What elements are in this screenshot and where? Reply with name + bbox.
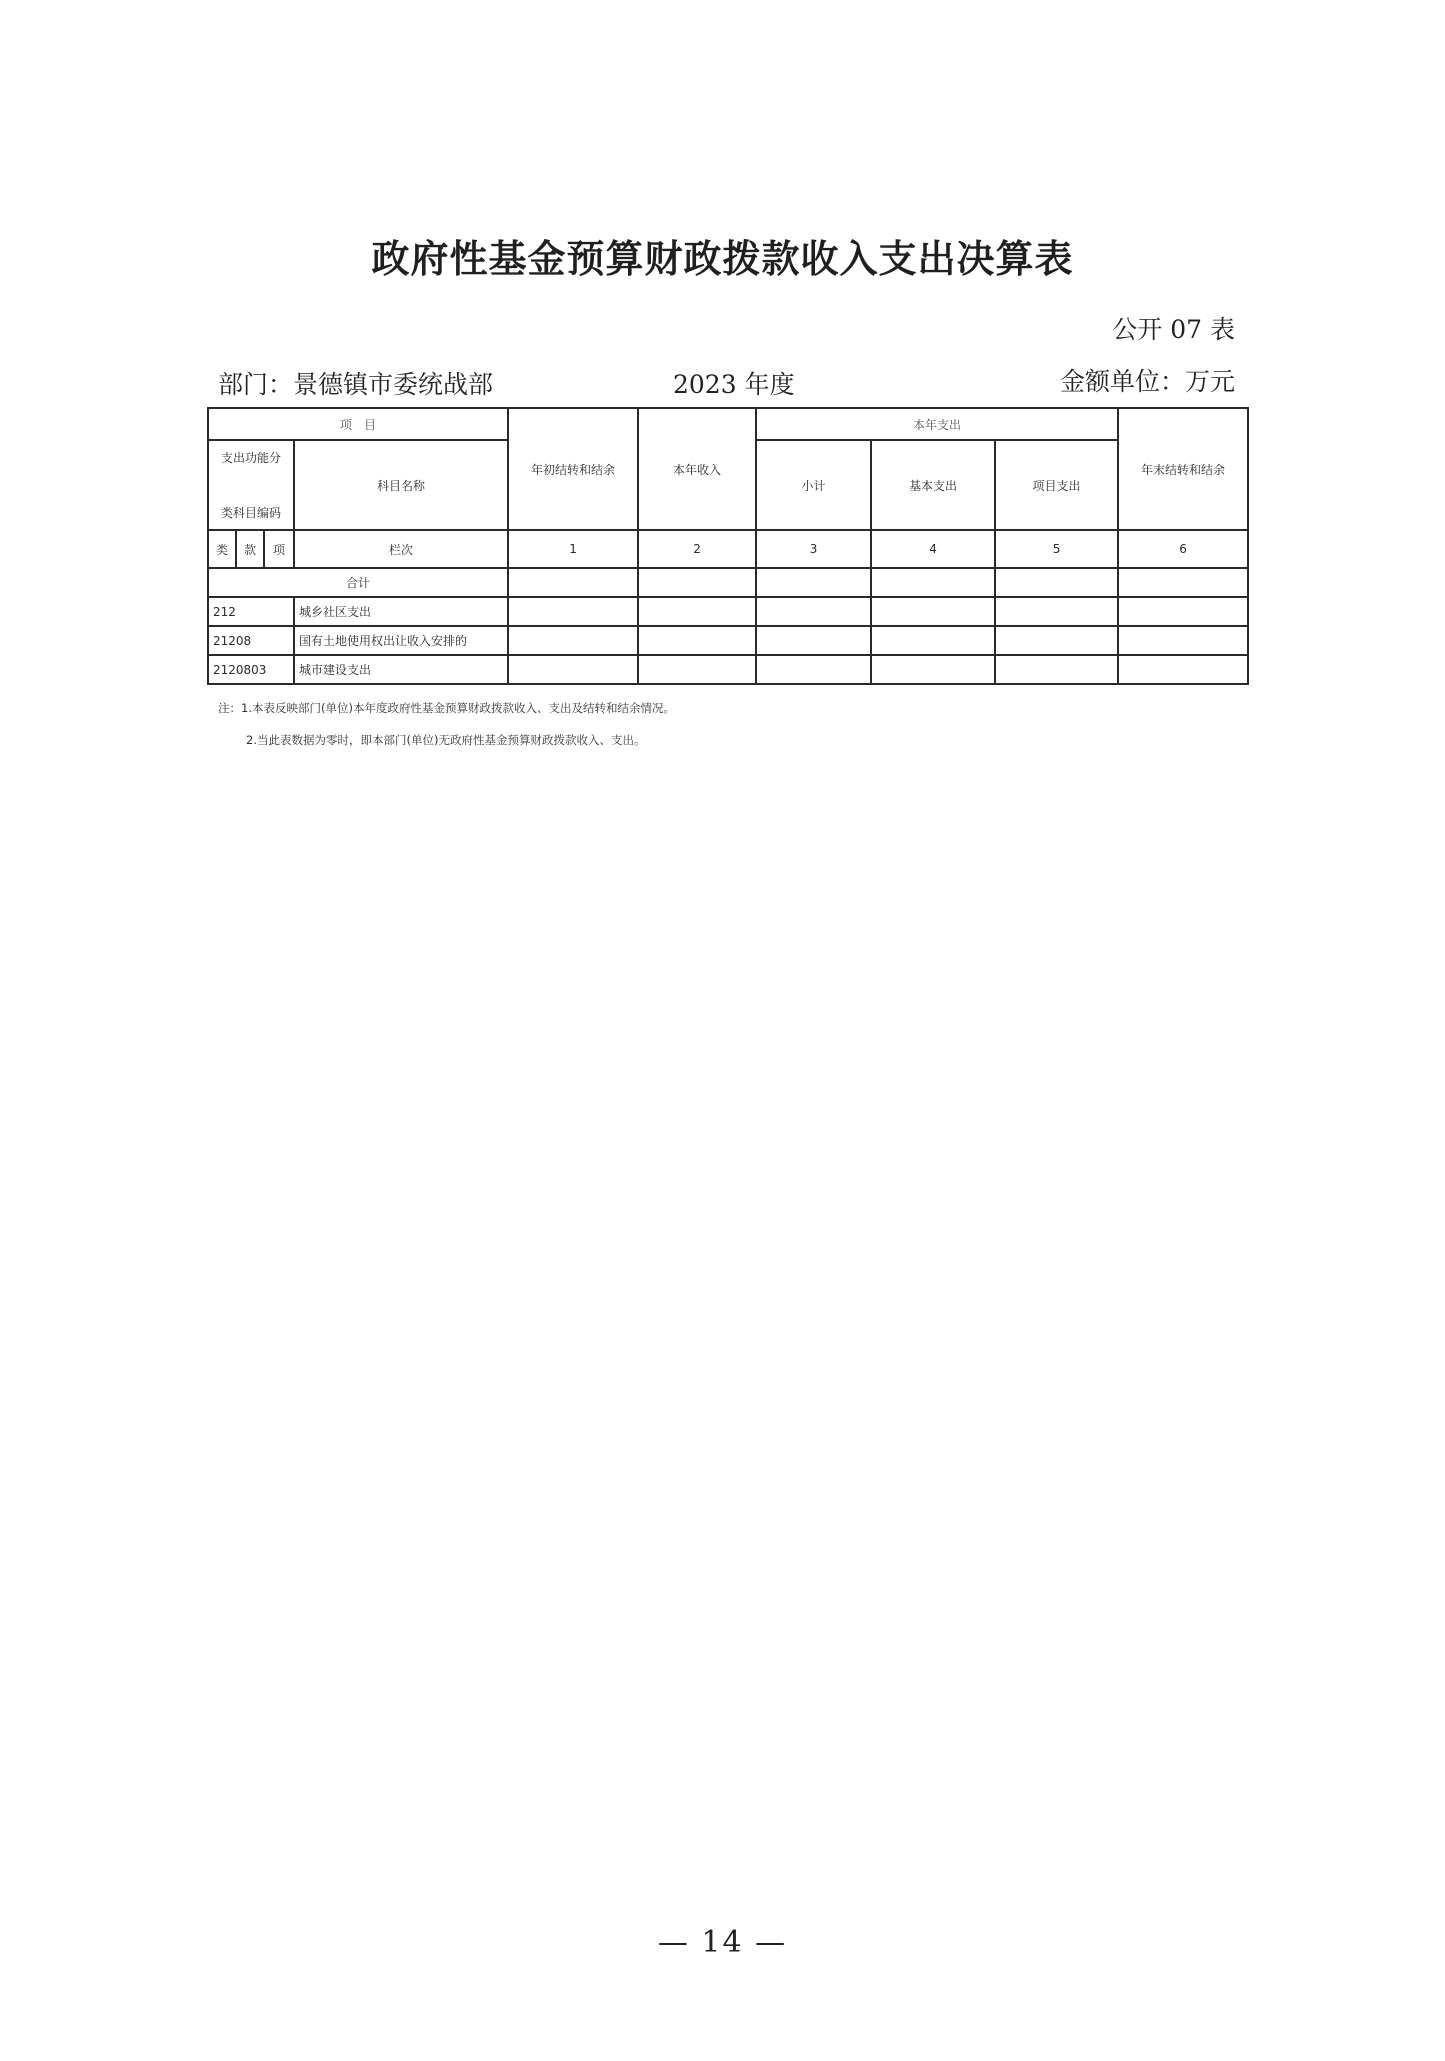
header-basic-expense: 基本支出 [871,440,995,530]
budget-table [207,407,1249,685]
department-label: 部门：景德镇市委统战部 [218,370,494,399]
table-cell [756,597,871,626]
table-cell [995,597,1118,626]
table-cell [756,626,871,655]
table-cell [871,597,995,626]
table-row [208,655,1248,684]
row-name: 城市建设支出 [294,655,508,684]
table-row [208,597,1248,626]
column-number: 2 [638,530,756,568]
table-cell [871,568,995,597]
header-expense-group: 本年支出 [756,408,1118,440]
column-number: 1 [508,530,638,568]
header-xiang: 项 [264,530,294,568]
table-cell [1118,568,1248,597]
table-cell [638,655,756,684]
budget-table-container [207,407,1247,684]
table-cell [508,597,638,626]
row-name: 城乡社区支出 [294,597,508,626]
table-cell [756,568,871,597]
header-project: 项 目 [208,408,508,440]
page-title: 政府性基金预算财政拨款收入支出决算表 [371,237,1074,281]
table-cell [995,655,1118,684]
table-cell [871,626,995,655]
header-func-class: 支出功能分 [220,451,281,465]
column-number: 3 [756,530,871,568]
note-1: 注：1.本表反映部门(单位)本年度政府性基金预算财政拨款收入、支出及结转和结余情况。 [218,701,675,715]
table-cell [638,597,756,626]
amount-unit: 金额单位：万元 [1059,367,1235,396]
table-cell [995,568,1118,597]
table-row [208,626,1248,655]
total-label: 合计 [208,568,508,597]
header-closing-balance: 年末结转和结余 [1118,408,1248,530]
table-cell [508,568,638,597]
note-2: 2.当此表数据为零时，即本部门(单位)无政府性基金预算财政拨款收入、支出。 [246,733,646,747]
table-cell [638,568,756,597]
table-cell [871,655,995,684]
table-row-total [208,568,1248,597]
column-number: 6 [1118,530,1248,568]
fiscal-year: 2023 年度 [673,370,795,399]
table-cell [508,626,638,655]
table-cell [508,655,638,684]
header-project-expense: 项目支出 [995,440,1118,530]
table-cell [1118,626,1248,655]
header-class-code: 类科目编码 [220,506,281,520]
table-cell [638,626,756,655]
header-opening-balance: 年初结转和结余 [508,408,638,530]
header-lei: 类 [208,530,236,568]
row-name: 国有土地使用权出让收入安排的 [294,626,508,655]
header-current-income: 本年收入 [638,408,756,530]
table-notes [218,700,675,764]
table-cell [756,655,871,684]
column-number: 5 [995,530,1118,568]
header-function-class-code [208,440,294,530]
row-code: 21208 [208,626,294,655]
row-code: 212 [208,597,294,626]
header-kuan: 款 [236,530,264,568]
row-code: 2120803 [208,655,294,684]
header-subtotal: 小计 [756,440,871,530]
header-subject-name: 科目名称 [294,440,508,530]
column-index-label: 栏次 [294,530,508,568]
table-cell [1118,655,1248,684]
page-number: — 14 — [657,1925,788,1960]
table-cell [995,626,1118,655]
table-number: 公开 07 表 [1112,315,1235,344]
table-cell [1118,597,1248,626]
column-number: 4 [871,530,995,568]
